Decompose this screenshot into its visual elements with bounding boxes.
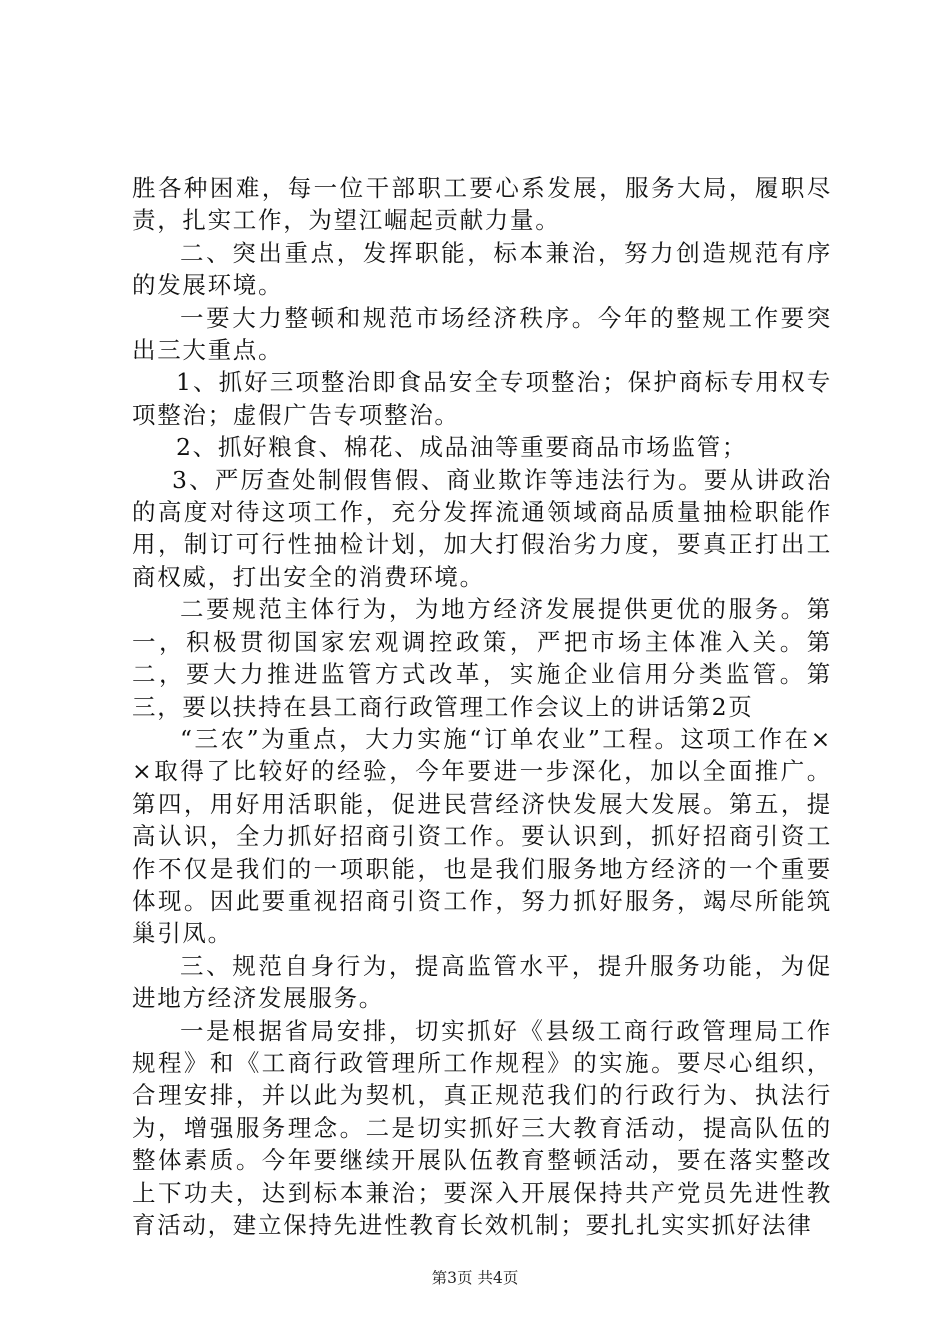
paragraph-work-rules: 一是根据省局安排，切实抓好《县级工商行政管理局工作规程》和《工商行政管理所工作规程》的实施。要尽心组织，合理安排，并以此为契机，真正规范我们的行政行为、执法行为，增强服务理念。二是切实抓好三大教育活动，提高队伍的整体素质。今年要继续开展队伍教育整顿活动，要在落实整改上下功夫，达到标本兼治；要深入开展保持共产党员先进性教育活动，建立保持先进性教育长效机制；要扎扎实实抓好法律 (132, 1016, 832, 1239)
section-heading-three: 三、规范自身行为，提高监管水平，提升服务功能，为促进地方经济发展服务。 (132, 951, 832, 1013)
section-heading-two: 二、突出重点，发挥职能，标本兼治，努力创造规范有序的发展环境。 (132, 238, 832, 300)
paragraph-continuation: 胜各种困难，每一位干部职工要心系发展，服务大局，履职尽责，扎实工作，为望江崛起贡献力量。 (132, 174, 832, 235)
paragraph-three-rural: “三农”为重点，大力实施“订单农业”工程。这项工作在××取得了比较好的经验，今年要进一步深化，加以全面推广。第四，用好用活职能，促进民营经济快发展大发展。第五，提高认识，全力抓好招商引资工作。要认识到，抓好招商引资工作不仅是我们的一项职能，也是我们服务地方经济的一个重要体现。因此要重视招商引资工作，努力抓好服务，竭尽所能筑巢引凤。 (132, 724, 832, 948)
list-item-1: 1、抓好三项整治即食品安全专项整治；保护商标专用权专项整治；虚假广告专项整治。 (132, 368, 832, 429)
paragraph-subject-behavior: 二要规范主体行为，为地方经济发展提供更优的服务。第一，积极贯彻国家宏观调控政策，严把市场主体准入关。第二，要大力推进监管方式改革，实施企业信用分类监管。第三，要以扶持在县工商行政管理工作会议上的讲话第2页 (132, 595, 832, 721)
page-number-label: 第3页 共4页 (431, 1269, 519, 1287)
paragraph-market-order: 一要大力整顿和规范市场经济秩序。今年的整规工作要突出三大重点。 (132, 303, 832, 365)
list-item-3: 3、严厉查处制假售假、商业欺诈等违法行为。要从讲政治的高度对待这项工作，充分发挥流通领域商品质量抽检职能作用，制订可行性抽检计划，加大打假治劣力度，要真正打出工商权威，打出安全的消费环境。 (132, 465, 832, 591)
page-footer (0, 1268, 950, 1288)
document-body (132, 172, 832, 1241)
list-item-2: 2、抓好粮食、棉花、成品油等重要商品市场监管； (176, 433, 748, 462)
